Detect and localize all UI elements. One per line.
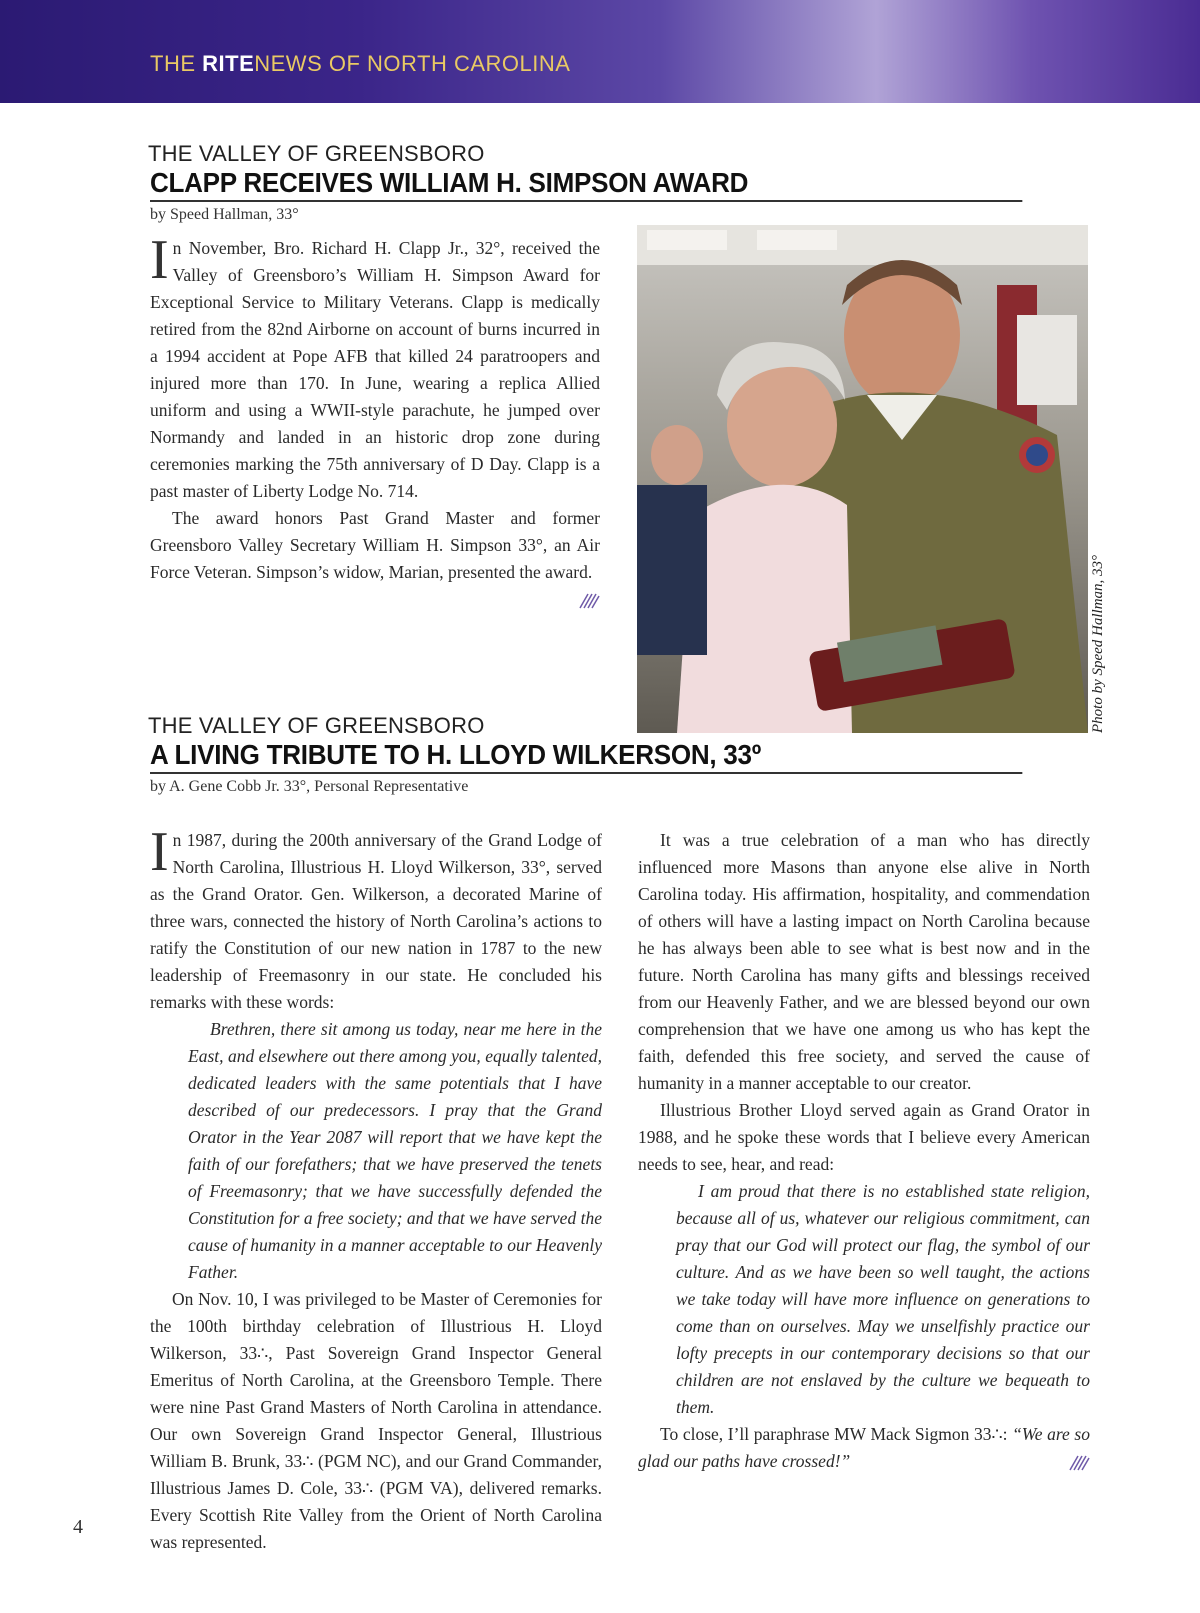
article1-paragraph-1: In November, Bro. Richard H. Clapp Jr., 32°, received the Valley of Greensboro’s William H. Simpson Award for Exceptional Service to Military Veterans. Clapp is medically retired from the 82nd Airborne on account of burns incurred in a 1994 accident at Pope AFB that killed 24 paratroopers and injured more than 170. In June, wearing a replica Allied uniform and using a WWII-style parachute, he jumped over Normandy and landed in an historic drop zone during ceremonies marking the 75th anniversary of D Day. Clapp is a past master of Liberty Lodge No. 714. bbox=[150, 229, 600, 501]
end-mark-icon bbox=[578, 592, 600, 610]
article2-paragraph-5: To close, I’ll paraphrase MW Mack Sigmon 33∴: “We are so glad our paths have crossed!” bbox=[638, 1424, 1090, 1471]
article1-byline: by Speed Hallman, 33° bbox=[150, 206, 299, 223]
publication-title: THE RITENEWS OF NORTH CAROLINA bbox=[150, 51, 571, 76]
photo-credit: Photo by Speed Hallman, 33° bbox=[1090, 554, 1106, 733]
article2-paragraph-4: Illustrious Brother Lloyd served again as Grand Orator in 1988, and he spoke these words that I believe every American needs to see, hear, and read: bbox=[638, 1100, 1090, 1174]
end-mark-icon bbox=[1068, 1454, 1090, 1472]
article2-paragraph-2: On Nov. 10, I was privileged to be Master of Ceremonies for the 100th birthday celebration of Illustrious H. Lloyd Wilkerson, 33∴, Past Sovereign Grand Inspector General Emeritus of North Carolina, at the Greensboro Temple. There were nine Past Grand Masters of North Carolina in attendance. Our own Sovereign Grand Inspector General, Illustrious William B. Brunk, 33∴ (PGM NC), and our Grand Commander, Illustrious James D. Cole, 33∴ (PGM VA), delivered remarks. Every Scottish Rite Valley from the Orient of North Carolina was represented. bbox=[150, 1289, 602, 1552]
article1-paragraph-2: The award honors Past Grand Master and former Greensboro Valley Secretary William H. Simpson 33°, an Air Force Veteran. Simpson’s widow, Marian, presented the award. bbox=[150, 505, 600, 586]
masthead-banner bbox=[0, 0, 1200, 103]
quote-block-2: I am proud that there is no established state religion, because all of us, whatever our religious commitment, can pray that our God will protect our flag, the symbol of our culture. And as we have been so well taught, the actions we take today will have more influence on generations to come than on ourselves. May we unselfishly practice our lofty precepts in our contemporary decisions so that our children are not enslaved by the culture we bequeath to them. bbox=[676, 1181, 1090, 1417]
dropcap: I bbox=[150, 827, 169, 883]
award-photo bbox=[637, 225, 1088, 733]
page-number: 4 bbox=[73, 1516, 83, 1538]
article1-body bbox=[150, 229, 600, 610]
article2-paragraph-1: In 1987, during the 200th anniversary of the Grand Lodge of North Carolina, Illustrious H. Lloyd Wilkerson, 33°, served as the Grand Orator. Gen. Wilkerson, a decorated Marine of three wars, connected the history of North Carolina’s actions to ratify the Constitution of our new nation in 1787 to the new leadership of Freemasonry in our state. He concluded his remarks with these words: bbox=[150, 827, 602, 1012]
article2-byline: by A. Gene Cobb Jr. 33°, Personal Representative bbox=[150, 778, 469, 795]
article2-kicker: THE VALLEY OF GREENSBORO bbox=[148, 713, 485, 738]
quote-block-1: Brethren, there sit among us today, near me here in the East, and elsewhere out there among you, equally talented, dedicated leaders with the same potentials that I have described of our predecessors. I pray that the Grand Orator in the Year 2087 will report that we have kept the faith of our forefathers; that we have preserved the tenets of Freemasonry; that we have successfully defended the Constitution for a free society; and that we have served the cause of humanity in a manner acceptable to our Heavenly Father. bbox=[188, 1019, 602, 1282]
article1-kicker: THE VALLEY OF GREENSBORO bbox=[148, 141, 485, 166]
article2-headline: A LIVING TRIBUTE TO H. LLOYD WILKERSON, 33º bbox=[150, 738, 1022, 774]
publication-title-rite: RITE bbox=[202, 51, 255, 76]
article2-column-2 bbox=[638, 827, 1090, 1567]
dropcap: I bbox=[150, 229, 169, 291]
article2-paragraph-3: It was a true celebration of a man who has directly influenced more Masons than anyone else alive in North Carolina today. His affirmation, hospitality, and commendation of others will have a lasting impact on North Carolina because he has always been able to see what is best now and in the future. North Carolina has many gifts and blessings received from our Heavenly Father, and we are blessed beyond our own comprehension that we have one among us who has kept the faith, defended this free society, and served the cause of humanity in a manner acceptable to our creator. bbox=[638, 830, 1090, 1093]
article1-headline: CLAPP RECEIVES WILLIAM H. SIMPSON AWARD bbox=[150, 166, 1022, 202]
article2-column-1 bbox=[150, 827, 602, 1567]
